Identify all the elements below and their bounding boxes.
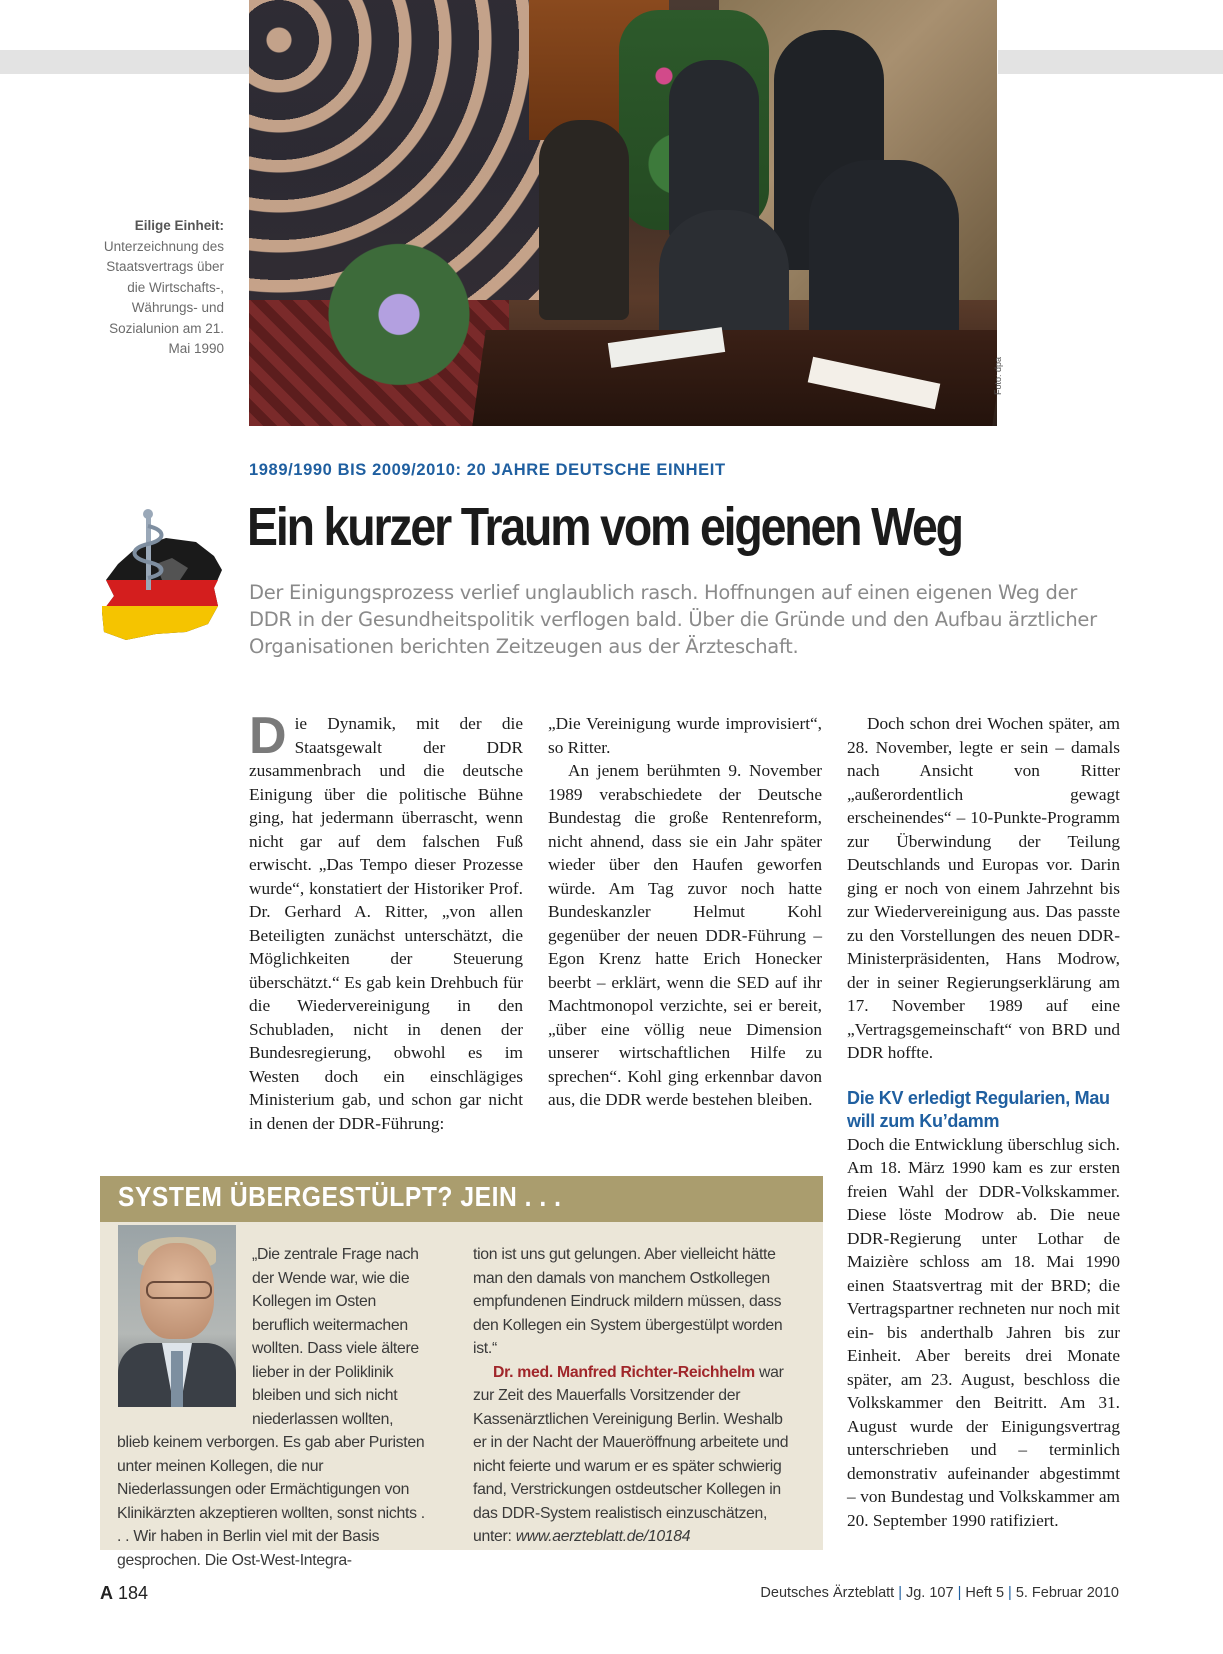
sidebar-title: SYSTEM ÜBERGESTÜLPT? JEIN . . . (118, 1181, 562, 1212)
sidebar-bio: war zur Zeit des Mauerfalls Vorsitzender der Kassenärztlichen Vereinigung Berlin. Weshalb er in der Nacht der Maueröffnung arbeitete und nicht feierte und warum er es später schwierig fand, Verstrickungen ostdeutscher Kollegen in das DDR-System realistisch einzuschätzen, unter: (473, 1363, 789, 1545)
sidebar-quote-part-1: „Die zentrale Frage nach der Wende war, wie die Kollegen im Osten beruflich weitermachen wollten. Dass viele ältere lieber in der Poliklinik bleiben und sich nicht niederlassen wollten, blieb keinem verborgen. Es gab aber Puristen unter meinen Kollegen, die nur Niederlassungen oder Ermächtigungen von Klinikärzten akzeptieren wollten, sonst nichts . . . Wir haben in Berlin viel mit der Basis gesprochen. Die Ost-West-Integra- (117, 1246, 425, 1569)
article-lead: Der Einigungsprozess verlief unglaublich rasch. Hoffnungen auf einen eigenen Weg der DDR in der Gesundheitspolitik verflogen bald. Über die Gründe und den Aufbau ärztlicher Organisationen berichten Zeitzeugen aus der Ärzteschaft. (249, 581, 1097, 658)
sidebar-quote-column-1 (117, 1243, 427, 1572)
sidebar-quote-part-2: tion ist uns gut gelungen. Aber vielleicht hätte man den damals von manchem Ostkollegen empfundenen Eindruck mildern müssen, dass den Kollegen ein System übergestülpt worden ist.“ (473, 1246, 783, 1357)
page-number-value: 184 (118, 1583, 149, 1603)
column-3-paragraph-1: Doch schon drei Wochen später, am 28. November, legte er sein – damals nach Ansicht von Ritter „außerordentlich gewagt erscheinendes“ – 10-Punkte-Programm zur Überwindung der Teilung Deutschlands und Europas vor. Darin ging er noch von einem Jahrzehnt bis zur Wiedervereinigung aus. Das passte zu den Vorstellungen des neuen DDR-Ministerpräsidenten, Hans Modrow, der in seiner Regierungserklärung am 17. November 1989 auf eine „Vertragsgemeinschaft“ von BRD und DDR hoffte. (847, 714, 1120, 1062)
page-prefix: A (100, 1583, 113, 1603)
photo-credit: Foto: dpa (993, 356, 1003, 395)
header-bar-right (998, 50, 1223, 74)
sidebar-header (100, 1176, 823, 1222)
sidebar-link[interactable]: www.aerzteblatt.de/10184 (515, 1528, 691, 1545)
sidebar-quote-column-2 (473, 1243, 791, 1549)
journal-issue: Heft 5 (965, 1585, 1005, 1601)
article-kicker: 1989/1990 BIS 2009/2010: 20 JAHRE DEUTSCHE EINHEIT (249, 461, 726, 479)
photo-caption (90, 216, 224, 360)
article-headline: Ein kurzer Traum vom eigenen Weg (247, 497, 962, 557)
column-1-text: ie Dynamik, mit der die Staatsgewalt der DDR zusammenbrach und die deutsche Einigung über die politische Bühne ging, hat jedermann überrascht, wenn nicht gar auf dem falschen Fuß erwischt. „Das Tempo dieser Prozesse wurde“, konstatiert der Historiker Prof. Dr. Gerhard A. Ritter, „von allen Beteiligten zunächst unterschätzt, die Möglichkeiten der Steuerung überschätzt.“ Es gab kein Drehbuch für die Wiedervereinigung in den Schubladen, nicht in denen der Bundesregierung, obwohl es im Westen doch ein einschlägiges Ministerium gab, und schon gar nicht in denen der DDR-Führung: (249, 714, 523, 1133)
article-column-2 (548, 712, 822, 1112)
journal-date: 5. Februar 2010 (1015, 1585, 1119, 1601)
journal-name: Deutsches Ärzteblatt (760, 1585, 895, 1601)
article-subhead: Die KV erledigt Regularien, Mau will zum Ku’damm (847, 1087, 1110, 1131)
header-bar-left (0, 50, 250, 74)
journal-volume: Jg. 107 (905, 1585, 954, 1601)
column-3-paragraph-2: Doch die Entwicklung überschlug sich. Am 18. März 1990 kam es zur ersten freien Wahl der DDR-Volkskammer. Diese löste Modrow ab. Die neue DDR-Regierung unter Lothar de Maizière schloss am 18. Mai 1990 einen Staatsvertrag mit der BRD; die Vertragspartner rechneten nur noch mit ein- bis anderthalb Jahren bis zur Einheit. Aber bereits drei Monate später, am 23. August, beschloss die Volkskammer den Beitritt. Am 31. August wurde der Einigungsvertrag unterschrieben und – terminlich demonstrativ aufeinander abgestimmt – von Bundestag und Volkskammer am 20. September 1990 ratifiziert. (847, 1134, 1120, 1530)
column-2-paragraph-1: „Die Vereinigung wurde improvisiert“, so Ritter. (548, 714, 822, 757)
article-column-1 (249, 707, 523, 1135)
caption-text: Unterzeichnung des Staatsvertrags über die Wirtschafts-, Währungs- und Sozialunion am 21. Mai 1990 (103, 238, 224, 356)
caption-title: Eilige Einheit: (134, 218, 224, 233)
sidebar-box (100, 1176, 823, 1569)
sidebar-author: Dr. med. Manfred Richter-Reichhelm (493, 1363, 755, 1381)
drop-cap: D (249, 707, 287, 765)
signing-photo (249, 0, 997, 426)
column-2-paragraph-2: An jenem berühmten 9. November 1989 verabschiedete der Deutsche Bundestag die große Rentenreform, nicht ahnend, dass sie ein Jahr später wieder über den Haufen geworfen würde. Am Tag zuvor noch hatte Bundeskanzler Helmut Kohl gegenüber der neuen DDR-Führung – Egon Krenz hatte Erich Honecker beerbt – erklärt, wenn die SED auf ihr Machtmonopol verzichte, sei er bereit, „über eine völlig neue Dimension unserer wirtschaftlichen Hilfe zu sprechen“. Kohl ging erkennbar davon aus, die DDR werde bestehen bleiben. (548, 761, 822, 1109)
article-column-3 (847, 712, 1120, 1532)
unity-emblem-icon (96, 508, 230, 650)
journal-info: Deutsches Ärzteblatt | Jg. 107 | Heft 5 | 5. Februar 2010 (760, 1585, 1119, 1601)
page-number (100, 1583, 148, 1604)
